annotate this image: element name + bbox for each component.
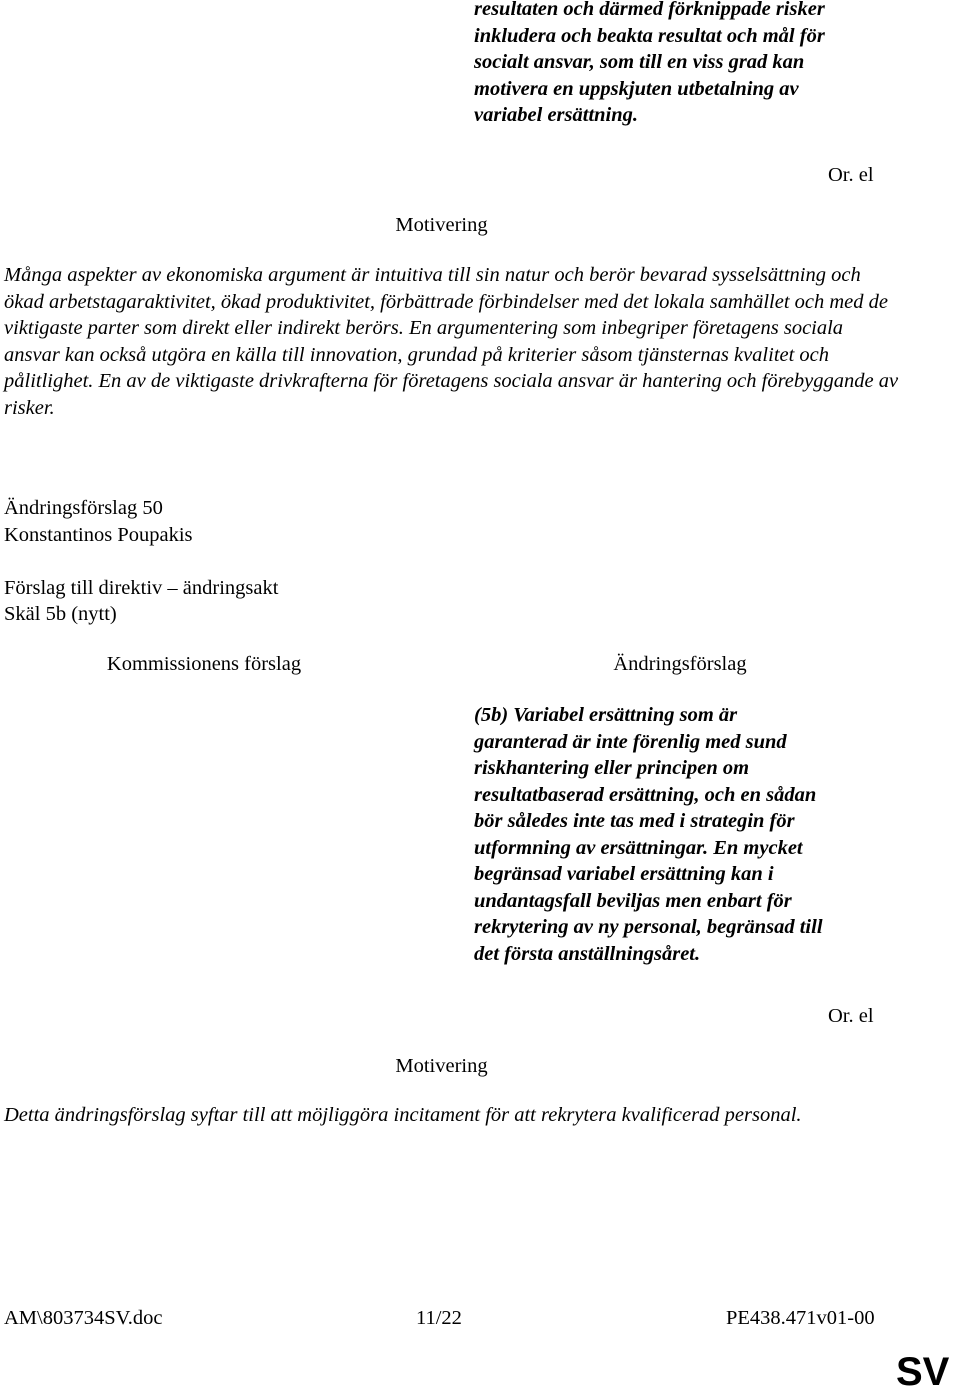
amendment-line: garanterad är inte förenlig med sund	[474, 730, 787, 753]
footer-pe-reference: PE438.471v01-00	[726, 1307, 875, 1329]
amendment-line: resultaten och därmed förknippade risker	[474, 0, 825, 20]
justification-text: Detta ändringsförslag syftar till att möjliggöra incitament för att rekrytera kvalificerad personal.	[4, 1104, 802, 1126]
justification-heading: Motivering	[395, 1055, 488, 1077]
amendment-line: resultatbaserad ersättning, och en sådan	[474, 783, 817, 806]
column-header-amendment: Ändringsförslag	[613, 653, 747, 675]
amendment-line: riskhantering eller principen om	[474, 757, 750, 779]
amendment-line: variabel ersättning.	[474, 104, 639, 126]
document-type: Förslag till direktiv – ändringsakt	[4, 577, 279, 599]
amendment-line: bör således inte tas med i strategin för	[474, 810, 795, 832]
amendment-line: inkludera och beakta resultat och mål för	[474, 24, 825, 47]
amendment-line: begränsad variabel ersättning kan i	[474, 863, 774, 885]
footer-document-reference: AM\803734SV.doc	[4, 1307, 163, 1329]
language-badge: SV	[896, 1350, 950, 1394]
original-language-label: Or. el	[828, 1005, 874, 1027]
amendment-line: utformning av ersättningar. En mycket	[474, 836, 803, 859]
justification-text: Många aspekter av ekonomiska argument är intuitiva till sin natur och berör bevarad sysselsättning och ökad arbetstagaraktivitet, ökad produktivitet, förbättrade förbindelser med det lokala samhället och med de viktigaste parter som direkt eller indirekt berörs. En argumentering som inbegriper företagens sociala ansvar kan också utgöra en källa till innovation, grundad på kriterier såsom tjänsternas kvalitet och pålitlighet. En av de viktigaste drivkrafterna för företagens sociala ansvar är hantering och förebyggande av risker.	[4, 264, 899, 419]
footer-page-number: 11/22	[416, 1307, 462, 1329]
amendment-line: motivera en uppskjuten utbetalning av	[474, 77, 799, 100]
original-language-label: Or. el	[828, 164, 874, 186]
amendment-line: (5b) Variabel ersättning som är	[474, 704, 738, 726]
amendment-author: Konstantinos Poupakis	[4, 524, 193, 546]
amendment-text	[474, 702, 894, 967]
amendment-line: undantagsfall beviljas men enbart för	[474, 889, 792, 912]
recital-reference: Skäl 5b (nytt)	[4, 603, 117, 625]
amendment-number: Ändringsförslag 50	[4, 497, 163, 519]
justification-heading: Motivering	[395, 214, 488, 236]
amendment-continuation	[474, 0, 894, 129]
column-header-commission: Kommissionens förslag	[106, 653, 302, 675]
amendment-line: det första anställningsåret.	[474, 942, 701, 965]
amendment-line: rekrytering av ny personal, begränsad till	[474, 916, 823, 938]
amendment-line: socialt ansvar, som till en viss grad kan	[474, 51, 805, 73]
